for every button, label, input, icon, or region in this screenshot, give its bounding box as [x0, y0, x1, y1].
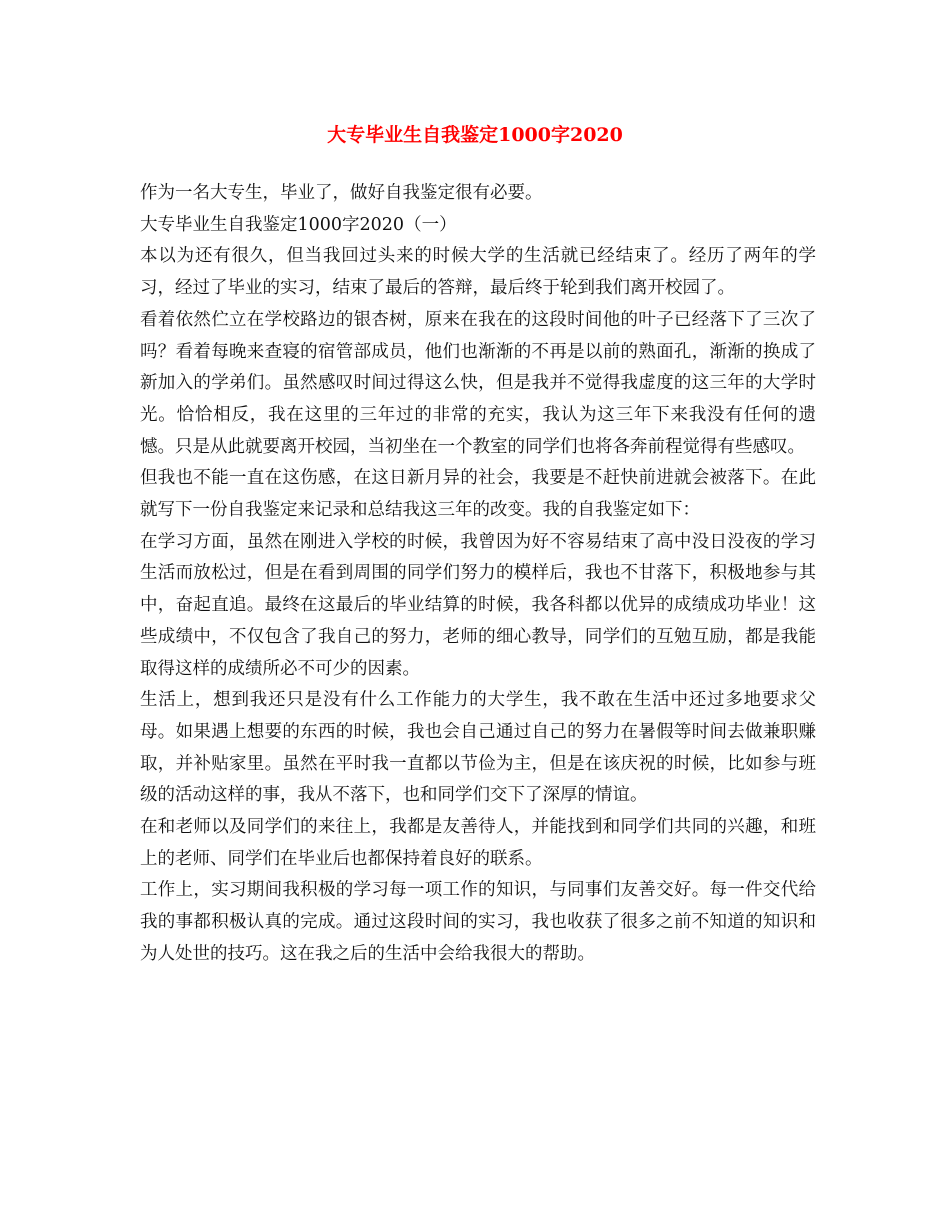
paragraph-intro: 作为一名大专生，毕业了，做好自我鉴定很有必要。	[140, 183, 543, 203]
paragraph-life: 生活上，想到我还只是没有什么工作能力的大学生，我不敢在生活中还过多地要求父母。如果遇上想要的东西的时候，我也会自己通过自己的努力在暑假等时间去做兼职赚取，并补贴家里。虽然在平时我一直都以节俭为主，但是在该庆祝的时候，比如参与班级的活动这样的事，我从不落下，也和同学们交下了深厚的情谊。	[140, 690, 816, 806]
paragraph-self-assessment-intro: 但我也不能一直在这伤感，在这日新月异的社会，我要是不赶快前进就会被落下。在此就写下一份自我鉴定来记录和总结我这三年的改变。我的自我鉴定如下：	[140, 468, 816, 521]
paragraph-campus-memories: 看着依然伫立在学校路边的银杏树，原来在我在的这段时间他的叶子已经落下了三次了吗？看着每晚来查寝的宿管部成员，他们也渐渐的不再是以前的熟面孔，渐渐的换成了新加入的学弟们。虽然感叹时间过得这么快，但是我并不觉得我虚度的这三年的大学时光。恰恰相反，我在这里的三年过的非常的充实，我认为这三年下来我没有任何的遗憾。只是从此就要离开校园，当初坐在一个教室的同学们也将各奔前程觉得有些感叹。	[140, 309, 816, 457]
document-title: 大专毕业生自我鉴定1000字2020	[327, 124, 623, 146]
paragraph-work: 工作上，实习期间我积极的学习每一项工作的知识，与同事们友善交好。每一件交代给我的事都积极认真的完成。通过这段时间的实习，我也收获了很多之前不知道的知识和为人处世的技巧。这在我之后的生活中会给我很大的帮助。	[140, 880, 816, 964]
paragraph-study: 在学习方面，虽然在刚进入学校的时候，我曾因为好不容易结束了高中没日没夜的学习生活而放松过，但是在看到周围的同学们努力的模样后，我也不甘落下，积极地参与其中，奋起直追。最终在这最后的毕业结算的时候，我各科都以优异的成绩成功毕业！这些成绩中，不仅包含了我自己的努力，老师的细心教导，同学们的互勉互励，都是我能取得这样的成绩所必不可少的因素。	[140, 531, 816, 679]
paragraph-relationships: 在和老师以及同学们的来往上，我都是友善待人，并能找到和同学们共同的兴趣，和班上的老师、同学们在毕业后也都保持着良好的联系。	[140, 817, 816, 869]
paragraph-graduation: 本以为还有很久，但当我回过头来的时候大学的生活就已经结束了。经历了两年的学习，经过了毕业的实习，结束了最后的答辩，最后终于轮到我们离开校园了。	[140, 246, 816, 299]
document-body	[140, 178, 816, 971]
paragraph-section-heading: 大专毕业生自我鉴定1000字2020（一）	[140, 214, 457, 235]
